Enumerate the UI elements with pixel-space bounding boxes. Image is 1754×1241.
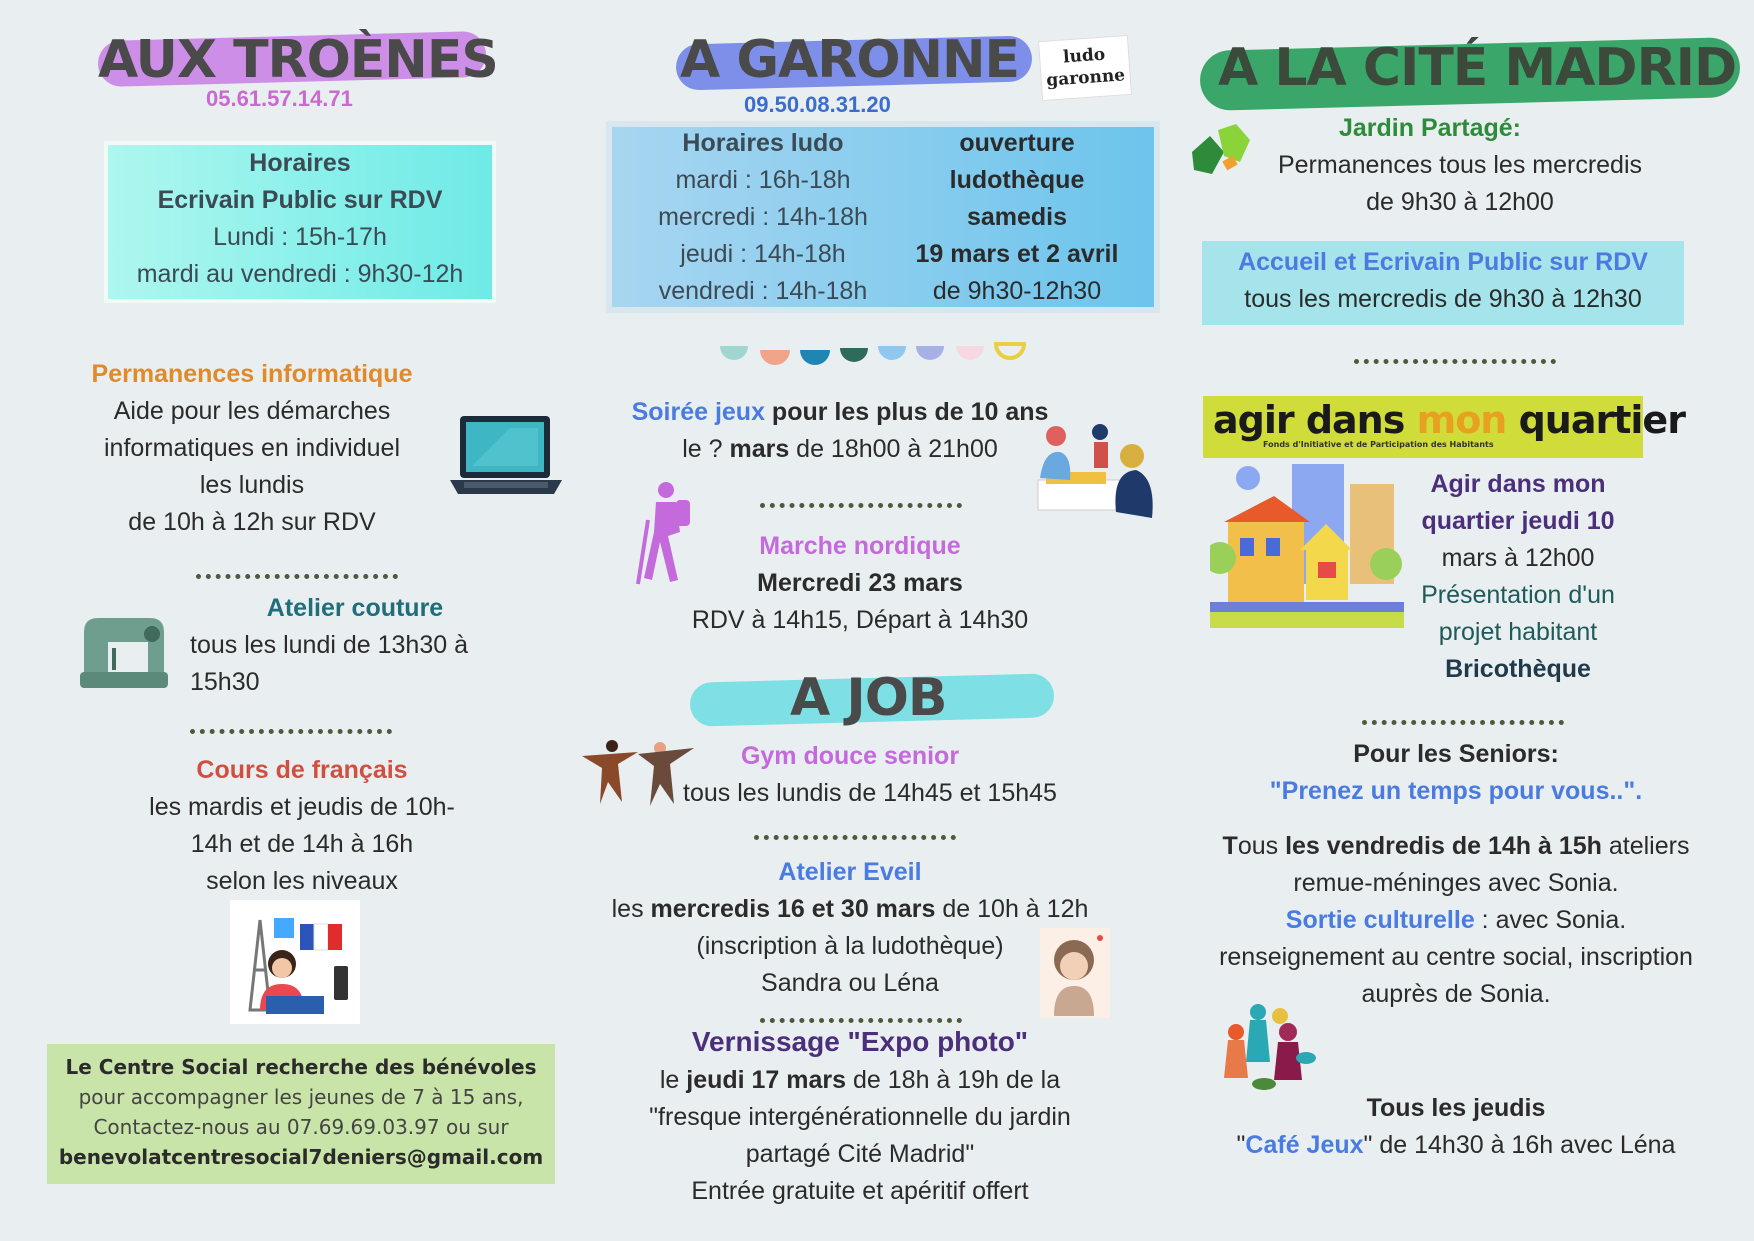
sortie-culturelle: Sortie culturelle [1285, 906, 1475, 934]
agir-line4: Présentation d'un [1421, 581, 1615, 609]
sortie-rest: : avec Sonia. [1474, 906, 1627, 934]
vendredis-d: ateliers [1601, 832, 1690, 860]
agir-line2: quartier jeudi 10 [1421, 507, 1615, 535]
troenes-title: AUX TROÈNES [98, 30, 498, 90]
agir-word2: mon [1416, 398, 1507, 442]
marche-nordique [640, 528, 1080, 639]
informatique-line4: de 10h à 12h sur RDV [128, 508, 376, 536]
troenes-informatique [52, 356, 452, 541]
vendredis-b: ous [1237, 832, 1286, 860]
gym-douce [640, 738, 1060, 812]
eveil-line2: (inscription à la ludothèque) [696, 932, 1004, 960]
vernissage [560, 1022, 1160, 1210]
ludo-hours-tue: mardi : 16h-18h [675, 166, 851, 194]
troenes-hours-writer: Ecrivain Public sur RDV [157, 186, 443, 214]
vernissage-line1-a: le [659, 1066, 687, 1094]
divider [760, 503, 962, 508]
accueil-box [1202, 241, 1684, 325]
couture-line1: tous les lundi de 13h30 à [190, 631, 468, 659]
gym-line1: tous les lundis de 14h45 et 15h45 [683, 779, 1057, 807]
couture-title: Atelier couture [266, 594, 444, 622]
informatique-line3: les lundis [199, 471, 305, 499]
vendredis-line2: remue-méninges avec Sonia. [1293, 869, 1619, 897]
volunteer-line2: pour accompagner les jeunes de 7 à 15 ans, [78, 1085, 524, 1109]
eveil-line1-a: les [611, 895, 651, 923]
laptop-icon [450, 414, 562, 496]
troenes-hours-monday: Lundi : 15h-17h [213, 223, 387, 251]
vernissage-title: Vernissage "Expo photo" [691, 1026, 1029, 1057]
agir-text [1390, 466, 1646, 688]
ludo-hours-title: Horaires ludo [682, 129, 844, 157]
informatique-line2: informatiques en individuel [103, 434, 400, 462]
marche-title: Marche nordique [759, 532, 961, 560]
agir-line1: Agir dans mon [1430, 470, 1606, 498]
troenes-francais [102, 752, 502, 900]
ludo-hours-fri: vendredi : 14h-18h [658, 277, 868, 305]
divider [754, 835, 956, 840]
vernissage-line2: "fresque intergénérationnelle du jardin [649, 1103, 1071, 1131]
troenes-couture [190, 590, 520, 701]
troenes-hours-box [104, 141, 496, 303]
agir-banner [1203, 396, 1685, 458]
vendredis-line4: renseignement au centre social, inscription [1219, 943, 1693, 971]
volunteer-line3: Contactez-nous au 07.69.69.03.97 ou sur [93, 1115, 509, 1139]
jeudis-quote-open: " [1236, 1131, 1246, 1159]
divider [190, 729, 392, 734]
child-illustration [1040, 928, 1110, 1018]
soiree-rest: pour les plus de 10 ans [764, 398, 1049, 426]
seniors-quote: "Prenez un temps pour vous..". [1269, 777, 1643, 805]
agir-line5: projet habitant [1438, 618, 1598, 646]
jeudis-title: Tous les jeudis [1366, 1094, 1546, 1122]
troenes-hours-title: Horaires [249, 149, 351, 177]
vernissage-line4: Entrée gratuite et apéritif offert [691, 1177, 1029, 1205]
jeudis-rest: " de 14h30 à 16h avec Léna [1363, 1131, 1676, 1159]
opening-line4: 19 mars et 2 avril [915, 240, 1119, 268]
informatique-title: Permanences informatique [91, 360, 413, 388]
jeudis [1196, 1090, 1716, 1164]
cafe-jeux: Café Jeux [1245, 1131, 1364, 1159]
opening-line3: samedis [966, 203, 1068, 231]
job-title: A JOB [790, 668, 947, 728]
jardin-line1: Permanences tous les mercredis [1277, 151, 1643, 179]
francais-line3: selon les niveaux [206, 867, 398, 895]
divider [196, 574, 398, 579]
vernissage-line1-c: de 18h à 19h de la [846, 1066, 1061, 1094]
eveil-title: Atelier Eveil [778, 858, 922, 886]
soiree-date-c: de 18h00 à 21h00 [789, 435, 998, 463]
francais-title: Cours de français [196, 756, 408, 784]
bunting-decoration [716, 340, 1030, 374]
vendredis-line5: auprès de Sonia. [1361, 980, 1551, 1008]
opening-line1: ouverture [959, 129, 1075, 157]
seniors [1196, 736, 1716, 810]
agir-line6: Bricothèque [1445, 655, 1591, 683]
troenes-hours-weekdays: mardi au vendredi : 9h30-12h [136, 260, 464, 288]
opening-line5: de 9h30-12h30 [932, 277, 1102, 305]
vendredis-a: T [1222, 832, 1238, 860]
soiree-date-a: le ? [682, 435, 730, 463]
accueil-title: Accueil et Ecrivain Public sur RDV [1238, 248, 1648, 276]
agir-word3: quartier [1506, 398, 1685, 442]
board-game-players-illustration [1016, 422, 1172, 534]
informatique-line1: Aide pour les démarches [113, 397, 391, 425]
volunteer-line1: Le Centre Social recherche des bénévoles [65, 1055, 537, 1079]
game-pawns-icon [1222, 998, 1322, 1092]
agir-line3: mars à 12h00 [1441, 544, 1595, 572]
garonne-hours-box [606, 121, 1160, 313]
ludo-hours-wed: mercredi : 14h-18h [658, 203, 868, 231]
sewing-machine-icon [78, 612, 170, 692]
divider [1362, 720, 1564, 725]
accueil-line1: tous les mercredis de 9h30 à 12h30 [1244, 285, 1642, 313]
francais-line2: 14h et de 14h à 16h [190, 830, 414, 858]
couture-line2: 15h30 [190, 668, 260, 696]
neighborhood-illustration [1210, 462, 1404, 630]
eveil-line1-b: mercredis 16 et 30 mars [650, 895, 936, 923]
gym-title: Gym douce senior [740, 742, 960, 770]
marche-rdv: RDV à 14h15, Départ à 14h30 [691, 606, 1029, 634]
vernissage-line3: partagé Cité Madrid" [745, 1140, 975, 1168]
divider [1354, 359, 1556, 364]
garonne-title: A GARONNE [680, 30, 1020, 90]
seniors-title: Pour les Seniors: [1353, 740, 1559, 768]
vendredis-c: les vendredis de 14h à 15h [1285, 832, 1602, 860]
jardin-title: Jardin Partagé: [1338, 114, 1521, 142]
soiree-label: Soirée jeux [631, 398, 765, 426]
jardin-partage [1250, 110, 1670, 221]
agir-subtitle: Fonds d'Initiative et de Participation des Habitants [1263, 440, 1494, 449]
jardin-line2: de 9h30 à 12h00 [1366, 188, 1554, 216]
volunteer-box [47, 1044, 555, 1184]
ludo-hours-thu: jeudi : 14h-18h [680, 240, 846, 268]
ludo-garonne-logo: ludo garonne [1038, 35, 1132, 101]
eveil-line3: Sandra ou Léna [761, 969, 939, 997]
volunteer-email[interactable]: benevolatcentresocial7deniers@gmail.com [58, 1145, 544, 1169]
francais-line1: les mardis et jeudis de 10h- [149, 793, 455, 821]
opening-line2: ludothèque [949, 166, 1085, 194]
french-class-illustration [230, 900, 360, 1024]
marche-date: Mercredi 23 mars [757, 569, 963, 597]
soiree-date-b: mars [729, 435, 790, 463]
vendredis [1186, 828, 1726, 1013]
eveil-line1-c: de 10h à 12h [935, 895, 1089, 923]
garden-gloves-icon [1184, 122, 1260, 184]
garonne-phone: 09.50.08.31.20 [744, 92, 891, 117]
vernissage-line1-b: jeudi 17 mars [686, 1066, 847, 1094]
madrid-title: A LA CITÉ MADRID [1218, 38, 1737, 98]
agir-word1: agir dans [1213, 398, 1417, 442]
soiree-jeux [600, 394, 1080, 468]
troenes-phone: 05.61.57.14.71 [206, 86, 353, 111]
